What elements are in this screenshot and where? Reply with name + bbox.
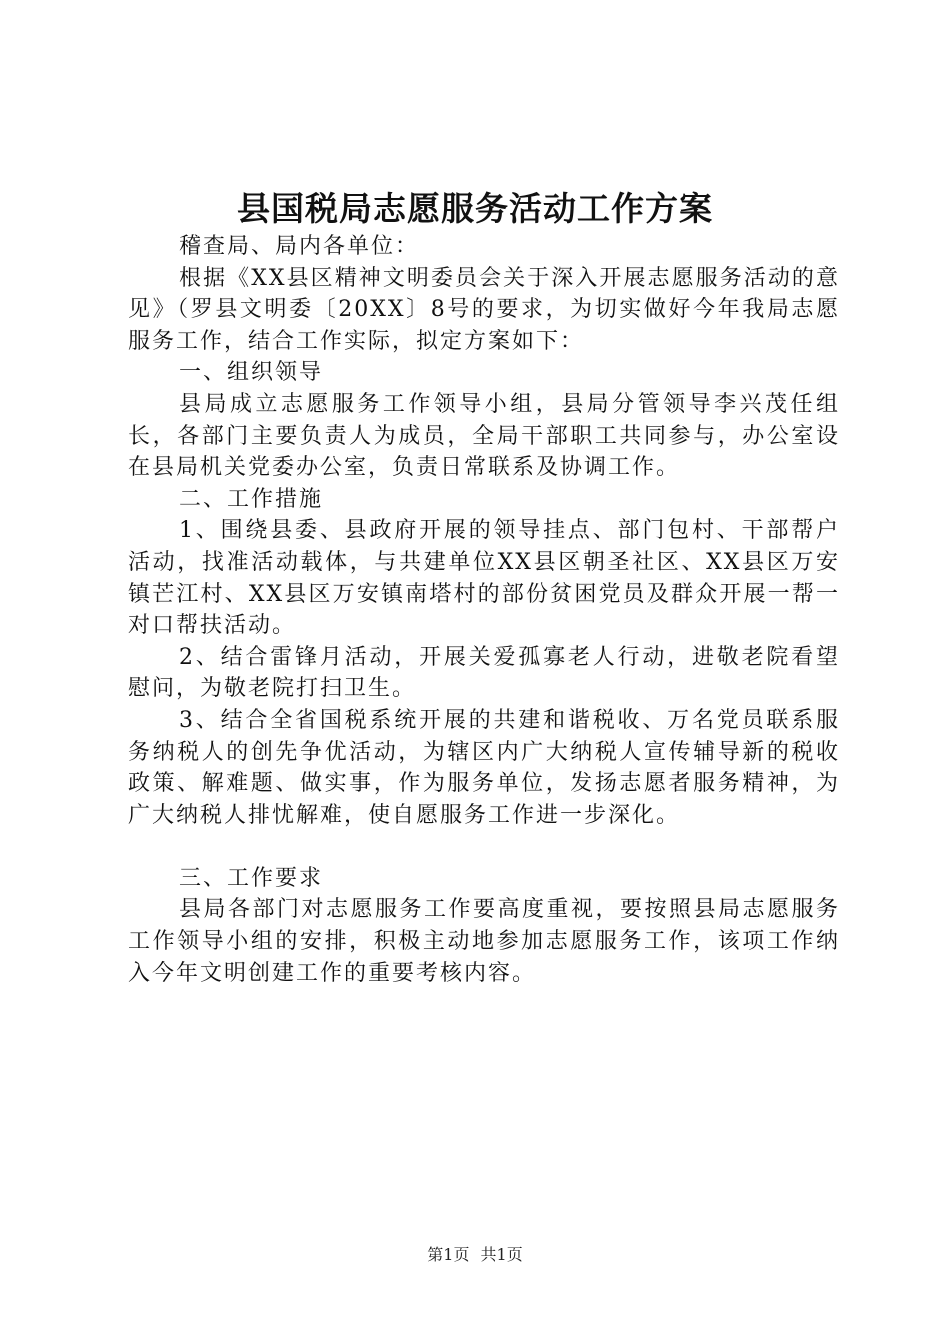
section-heading-requirements: 三、工作要求 bbox=[179, 865, 324, 891]
section-heading-organization: 一、组织领导 bbox=[179, 360, 324, 386]
document-body bbox=[128, 231, 840, 989]
paragraph-gap bbox=[128, 831, 840, 863]
intro-paragraph: 根据《XX县区精神文明委员会关于深入开展志愿服务活动的意见》（罗县文明委〔20XX〕8号的要求，为切实做好今年我局志愿服务工作，结合工作实际，拟定方案如下： bbox=[128, 265, 840, 354]
page-number: 第1页 bbox=[427, 1245, 470, 1264]
section-requirements-body: 县局各部门对志愿服务工作要高度重视，要按照县局志愿服务工作领导小组的安排，积极主动地参加志愿服务工作，该项工作纳入今年文明创建工作的重要考核内容。 bbox=[128, 897, 840, 986]
page-footer bbox=[0, 1244, 950, 1266]
document-title: 县国税局志愿服务活动工作方案 bbox=[237, 189, 713, 228]
section-organization-body: 县局成立志愿服务工作领导小组，县局分管领导李兴茂任组长，各部门主要负责人为成员，全局干部职工共同参与，办公室设在县局机关党委办公室，负责日常联系及协调工作。 bbox=[128, 391, 840, 481]
page-total: 共1页 bbox=[480, 1245, 523, 1264]
measure-item-1: 1、围绕县委、县政府开展的领导挂点、部门包村、干部帮户活动，找准活动载体，与共建单位XX县区朝圣社区、XX县区万安镇芒江村、XX县区万安镇南塔村的部份贫困党员及群众开展一帮一对口帮扶活动。 bbox=[128, 518, 840, 639]
salutation: 稽查局、局内各单位： bbox=[179, 234, 420, 259]
section-heading-measures: 二、工作措施 bbox=[179, 486, 324, 512]
measure-item-3: 3、结合全省国税系统开展的共建和谐税收、万名党员联系服务纳税人的创先争优活动，为辖区内广大纳税人宣传辅导新的税收政策、解难题、做实事，作为服务单位，发扬志愿者服务精神，为广大纳税人排忧解难，使自愿服务工作进一步深化。 bbox=[128, 707, 840, 828]
measure-item-2: 2、结合雷锋月活动，开展关爱孤寡老人行动，进敬老院看望慰问，为敬老院打扫卫生。 bbox=[128, 644, 840, 702]
